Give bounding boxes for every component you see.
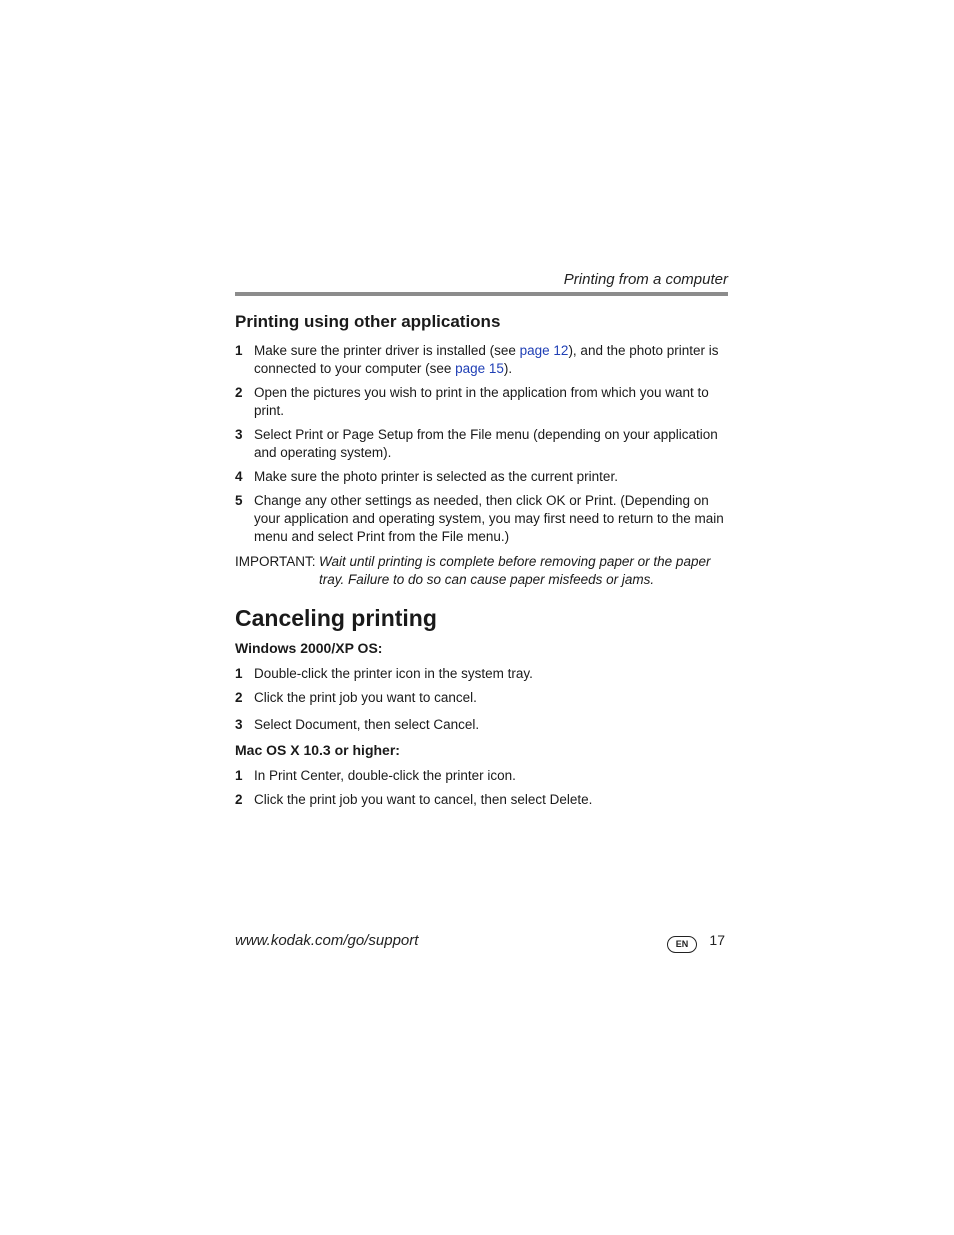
step-text: Double-click the printer icon in the system tray.: [254, 666, 533, 681]
step-text-part: ), and the photo printer is connected to your computer (see: [254, 343, 719, 376]
language-badge: EN: [667, 936, 697, 953]
important-text: Wait until printing is complete before removing paper or the paper tray. Failure to do so can cause paper misfeeds or jams.: [319, 554, 711, 587]
step-number: 2: [235, 385, 243, 400]
page-number: 17: [709, 932, 725, 948]
step-text: Change any other settings as needed, then click OK or Print. (Depending on your application and operating system, you may first need to return to the main menu and select Print from the File menu.): [254, 493, 724, 544]
step-text: In Print Center, double-click the printer icon.: [254, 768, 516, 783]
step-number: 3: [235, 427, 243, 442]
other-applications-steps: [235, 342, 728, 546]
document-page: [235, 0, 728, 1235]
step-number: 2: [235, 792, 243, 807]
section-title-canceling-printing: Canceling printing: [235, 605, 437, 631]
list-item: [235, 767, 728, 785]
list-item: [235, 492, 728, 546]
step-number: 5: [235, 493, 243, 508]
running-header: Printing from a computer: [563, 271, 728, 288]
header-rule: [235, 292, 728, 296]
step-text: Open the pictures you wish to print in the application from which you want to print.: [254, 385, 709, 418]
step-number: 4: [235, 469, 243, 484]
list-item: [235, 689, 728, 707]
step-text-part: Make sure the printer driver is installed (see: [254, 343, 520, 358]
step-number: 3: [235, 717, 243, 732]
step-text: Select Print or Page Setup from the File menu (depending on your application and operating system).: [254, 427, 718, 460]
step-text: Select Document, then select Cancel.: [254, 717, 480, 732]
list-item: [235, 716, 728, 734]
mac-steps: [235, 767, 728, 809]
page-content: [235, 311, 728, 816]
page-12-link[interactable]: page 12: [519, 343, 569, 358]
step-text: Make sure the photo printer is selected as the current printer.: [254, 469, 618, 484]
section-title-other-applications: Printing using other applications: [235, 312, 501, 331]
support-url: www.kodak.com/go/support: [235, 932, 419, 949]
list-item: [235, 468, 728, 486]
list-item: [235, 384, 728, 420]
important-note: [235, 553, 728, 589]
step-text: Click the print job you want to cancel.: [254, 690, 477, 705]
list-item: [235, 426, 728, 462]
step-number: 1: [235, 768, 243, 783]
step-number: 2: [235, 690, 243, 705]
list-item: [235, 791, 728, 809]
list-item: [235, 342, 728, 378]
step-number: 1: [235, 343, 243, 358]
windows-steps: [235, 665, 728, 734]
step-text: [254, 342, 728, 378]
page-15-link[interactable]: page 15: [455, 361, 504, 376]
step-text: Click the print job you want to cancel, then select Delete.: [254, 792, 593, 807]
windows-subheading: Windows 2000/XP OS:: [235, 640, 383, 656]
step-text-part: ).: [503, 361, 513, 376]
important-label: IMPORTANT:: [235, 554, 316, 569]
mac-subheading: Mac OS X 10.3 or higher:: [235, 742, 400, 758]
step-number: 1: [235, 666, 243, 681]
list-item: [235, 665, 728, 683]
